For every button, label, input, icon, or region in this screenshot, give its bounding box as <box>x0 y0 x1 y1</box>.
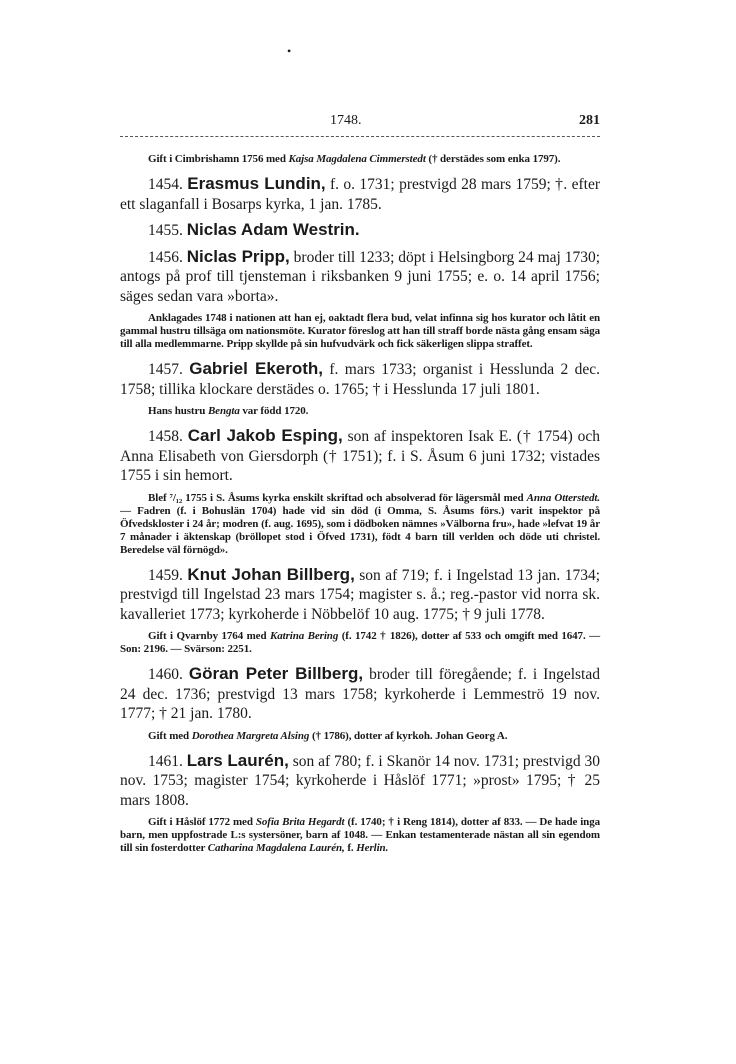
note-italic-name: Herlin. <box>356 842 389 854</box>
entry-text: broder till 1233; döpt i Helsingborg 24 maj 1730; antogs på prof till tjensteman i riksbanken 9 juni 1755; e. o. 14 april 1756; säges sedan vara »borta». <box>120 248 601 305</box>
note-text: (f. 1742 † 1826), dotter af 533 och omgift med 1647. — Son: 2196. — Svärson: 2251. <box>120 630 601 655</box>
note-text: († 1786), dotter af kyrkoh. Johan Georg A. <box>309 729 508 742</box>
entry-name: Knut Johan Billberg, <box>187 564 355 584</box>
header-rule <box>120 136 600 137</box>
entry-number: 1458. <box>148 428 183 445</box>
note-text: — Fadren (f. i Bohuslän 1704) hade vid sin död (i Omma, S. Åsums förs.) varit inspektor på Öfvedskloster i 24 år; modren (f. aug. 1695), som i dödboken nämnes »Välborna fru», hade »lefvat 19 år 7 månader i äktenskap (bröllopet stod i Öfved 1731), födt 4 barn till verlden och döde uti christel. Beredelse väl förnögd». <box>120 504 600 556</box>
entry-name: Carl Jakob Esping, <box>187 426 343 445</box>
note-italic-name: Katrina Bering <box>269 630 339 642</box>
register-entry <box>120 664 600 724</box>
note-text: Gift i Håslöf 1772 med <box>148 816 256 828</box>
entry-note <box>120 816 600 855</box>
note-italic-name: Anna Otterstedt. <box>526 491 601 504</box>
entry-number: 1457. <box>148 361 183 378</box>
entry-number: 1455. <box>148 222 183 239</box>
entry-text: broder till föregående; f. i Ingelstad 24 dec. 1736; prestvigd 13 mars 1758; kyrkoherde i Lemmeströ 19 nov. 1777; † 21 jan. 1780. <box>120 666 600 722</box>
entry-note <box>120 630 600 656</box>
note-text: Anklagades 1748 i nationen att han ej, oaktadt flera bud, velat infinna sig hos kurator och låtit en gammal hustru tillsäga om nationsmöte. Kurator föreslog att han till straff borde nästa gång ensam säga till alla medlemmarne. Pripp skyllde på sin hufvudvärk och fick säkerligen slippa straffet. <box>120 312 600 350</box>
entry-name: Niclas Adam Westrin. <box>186 220 360 239</box>
entry-number: 1461. <box>148 752 183 770</box>
entry-number: 1456. <box>148 248 183 266</box>
note-text: var född 1720. <box>239 405 309 417</box>
page-mark: • <box>287 44 292 58</box>
entry-name: Erasmus Lundin, <box>187 174 326 193</box>
note-text: Hans hustru <box>148 405 208 417</box>
note-text: Gift i Qvarnby 1764 med <box>148 630 270 642</box>
entry-number: 1459. <box>148 566 183 584</box>
register-entry <box>120 359 600 399</box>
entry-text: f. o. 1731; prestvigd 28 mars 1759; †. efter ett slaganfall i Bosarps kyrka, 1 jan. 1785. <box>120 176 601 213</box>
entry-text: son af inspektoren Isak E. († 1754) och Anna Elisabeth von Giersdorph († 1751); f. i S. Åsum 6 juni 1732; vistades 1755 i sin hemort. <box>120 428 601 484</box>
register-entry <box>120 751 600 811</box>
running-head-year: 1748. <box>330 113 362 128</box>
note-text: Blef ⁷/₁₂ 1755 i S. Åsums kyrka enskilt skriftad och absolverad för lägersmål med <box>148 491 527 504</box>
note-italic-name: Catharina Magdalena Laurén, <box>207 842 345 854</box>
page-header <box>120 113 600 133</box>
entry-text: son af 719; f. i Ingelstad 13 jan. 1734; prestvigd till Ingelstad 23 mars 1754; magister s. å.; reg.-pastor vid norra sk. kavalleriet 1773; kyrkoherde i Nöbbelöf 10 aug. 1775; † 9 juli 1778. <box>120 566 601 623</box>
note-italic-name: Sofia Brita Hegardt <box>255 816 345 828</box>
entry-note <box>120 405 600 418</box>
note-text: Gift i Cimbrishamn 1756 med <box>148 153 289 165</box>
note-italic-name: Dorothea Margreta Alsing <box>191 729 310 742</box>
register-entry <box>120 565 600 625</box>
note-text: (f. 1740; † i Reng 1814), dotter af 833. — De hade inga barn, men uppfostrade L:s systersöner, barn af 1048. — Enkan testamenterade nästan all sin egendom till sin fosterdotter <box>120 816 600 854</box>
entry-name: Göran Peter Billberg, <box>188 664 364 683</box>
entry-note <box>120 730 600 743</box>
note-italic-name: Kajsa Magdalena Cimmerstedt <box>288 153 426 165</box>
entry-name: Niclas Pripp, <box>186 246 290 266</box>
note-italic-name: Bengta <box>207 405 240 417</box>
page-number: 281 <box>579 113 600 128</box>
note-text: († derstädes som enka 1797). <box>425 153 561 165</box>
register-entry <box>120 174 600 214</box>
entry-note <box>120 312 600 351</box>
note-text: Gift med <box>148 729 192 742</box>
entry-number: 1460. <box>148 666 183 683</box>
entry-text: son af 780; f. i Skanör 14 nov. 1731; prestvigd 30 nov. 1753; magister 1754; kyrkoherde i Håslöf 1771; »prost» 1795; † 25 mars 1808. <box>120 752 600 809</box>
note-text: f. <box>344 842 357 854</box>
entry-text: f. mars 1733; organist i Hesslunda 2 dec. 1758; tillika klockare derstädes o. 1765; † i Hesslunda 17 juli 1801. <box>120 361 600 398</box>
entry-note <box>120 153 600 166</box>
register-entry <box>120 426 600 486</box>
register-entry <box>120 220 600 241</box>
entry-name: Gabriel Ekeroth, <box>189 359 324 378</box>
entry-number: 1454. <box>148 176 183 193</box>
entry-name: Lars Laurén, <box>186 750 289 770</box>
entry-note <box>120 492 600 557</box>
register-entry <box>120 247 600 307</box>
page-body <box>120 153 600 863</box>
